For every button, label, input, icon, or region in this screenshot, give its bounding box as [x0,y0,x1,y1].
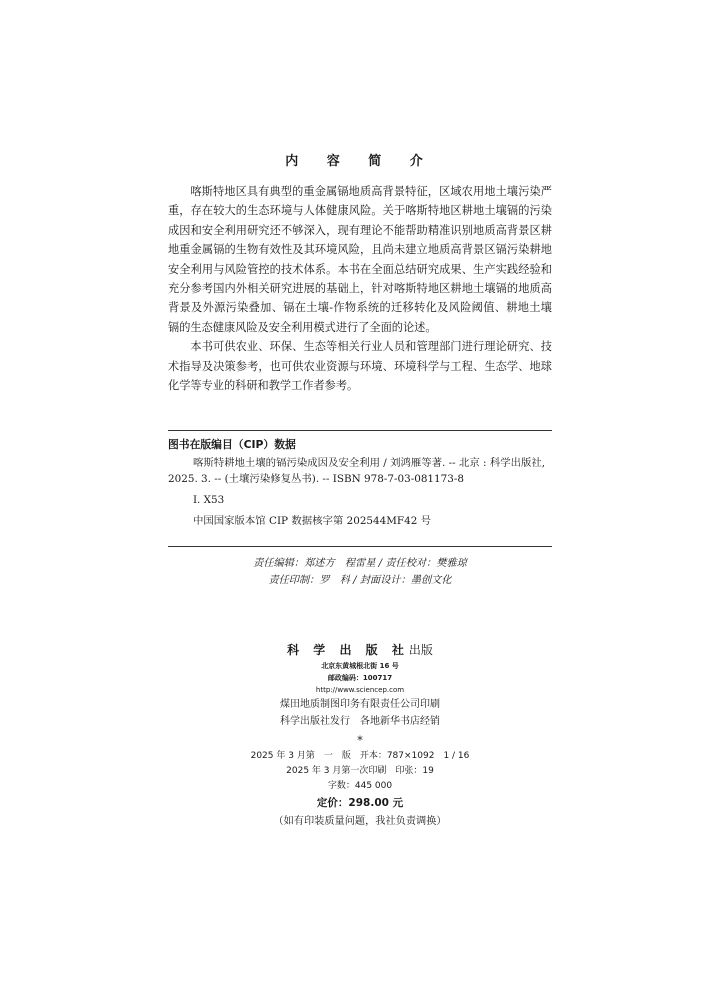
publisher-address: 北京东黄城根北街 16 号 [321,662,399,670]
word-count: 字数：445 000 [327,781,393,791]
separator-star: * [357,734,363,747]
publisher-postcode: 邮政编码：100717 [327,674,393,682]
cip-top-rule [168,430,552,431]
edition-info: 2025 年 3 月第 一 版 开本：787×1092 1 / 16 [250,751,470,761]
colophon [0,640,720,830]
publisher-name: 科 学 出 版 社 [287,643,409,657]
editor-credits [0,555,720,589]
printing-info: 2025 年 3 月第一次印刷 印张：19 [286,766,434,776]
cip-block [168,437,552,529]
cip-record: 喀斯特耕地土壤的镉污染成因及安全利用 / 刘鸿雁等著. -- 北京 : 科学出版社, 2025. 3. -- (土壤污染修复丛书). -- ISBN 978-7-03-081173-8 [168,457,546,485]
intro-body [168,182,552,395]
intro-title: 内 容 简 介 [285,154,435,169]
cip-heading: 图书在版编目（CIP）数据 [168,438,296,451]
editor-line-2: 责任印制：罗 科 / 封面设计：墨创文化 [268,575,452,586]
intro-paragraph: 本书可供农业、环保、生态等相关行业人员和管理部门进行理论研究、技术指导及决策参考，也可供农业资源与环境、环境科学与工程、生态学、地球化学等专业的科研和教学工作者参考。 [168,340,552,393]
price: 定价：298.00 元 [316,797,404,809]
printer: 煤田地质制图印务有限责任公司印刷 [280,699,440,710]
editor-line-1: 责任编辑：郑述方 程雷星 / 责任校对：樊雅琼 [253,558,467,569]
publisher-suffix: 出版 [408,643,433,657]
publisher-url: http://www.sciencep.com [315,686,405,694]
intro-paragraph: 喀斯特地区具有典型的重金属镉地质高背景特征，区域农用地土壤污染严重，存在较大的生态环境与人体健康风险。关于喀斯特地区耕地土壤镉的污染成因和安全利用研究还不够深入，现有理论不能帮助精准识别地质高背景区耕地重金属镉的生物有效性及其环境风险，且尚未建立地质高背景区镉污染耕地安全利用与风险管控的技术体系。本书在全面总结研究成果、生产实践经验和充分参考国内外相关研究进展的基础上，针对喀斯特地区耕地土壤镉的地质高背景及外源污染叠加、镉在土壤-作物系统的迁移转化及风险阈值、耕地土壤镉的生态健康风险及安全利用模式进行了全面的论述。 [168,185,552,334]
quality-notice: （如有印装质量问题，我社负责调换） [273,816,447,827]
publisher-line [0,640,720,660]
cip-verification: 中国国家版本馆 CIP 数据核字第 202544MF42 号 [192,515,432,527]
distribution: 科学出版社发行 各地新华书店经销 [280,716,440,727]
cip-bottom-rule [168,546,552,547]
cip-classification: Ⅰ. X53 [192,494,225,506]
